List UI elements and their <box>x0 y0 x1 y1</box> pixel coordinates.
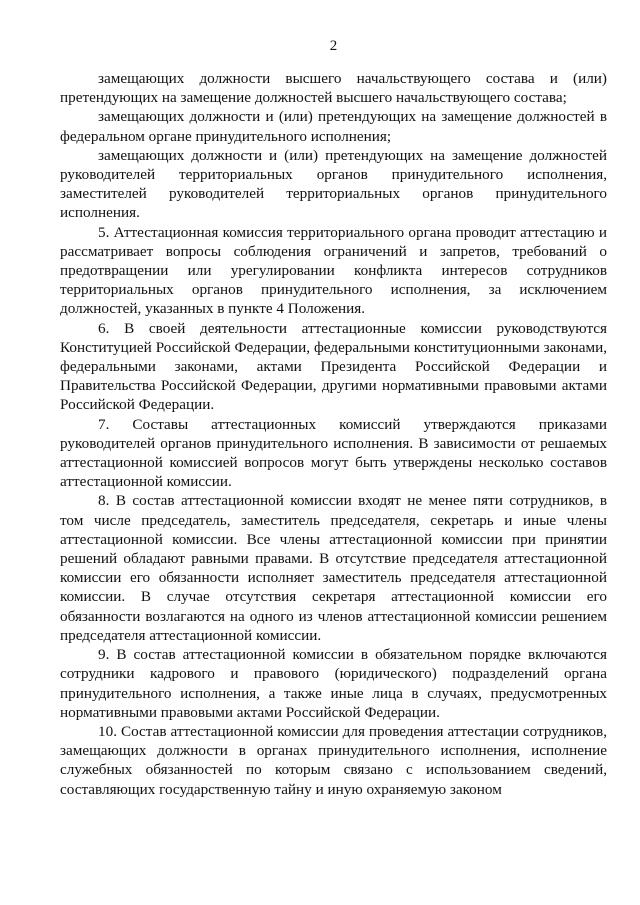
paragraph-senior-staff: замещающих должности высшего начальствующего состава и (или) претендующих на замещение должностей высшего начальствующего состава; <box>60 70 607 107</box>
paragraph-territorial-heads: замещающих должности и (или) претендующих на замещение должностей руководителей территориальных органов принудительного исполнения, заместителей руководителей территориальных органов принудительного исполнения. <box>60 146 607 222</box>
page-number: 2 <box>329 38 338 54</box>
paragraph-8: 8. В состав аттестационной комиссии входят не менее пяти сотрудников, в том числе председатель, заместитель председателя, секретарь и иные члены аттестационной комиссии. Все члены аттестационной комиссии при принятии решений обладают равными правами. В отсутствие председателя аттестационной комиссии его обязанности исполняет заместитель председателя аттестационной комиссии. В случае отсутствия секретаря аттестационной комиссии его обязанности возлагаются на одного из членов аттестационной комиссии решением председателя аттестационной комиссии. <box>60 492 607 644</box>
paragraph-7: 7. Составы аттестационных комиссий утверждаются приказами руководителей органов принудительного исполнения. В зависимости от решаемых аттестационной комиссией вопросов могут быть утверждены несколько составов аттестационной комиссии. <box>60 415 607 491</box>
paragraph-9: 9. В состав аттестационной комиссии в обязательном порядке включаются сотрудники кадрового и правового (юридического) подразделений органа принудительного исполнения, а также иные лица в случаях, предусмотренных нормативными правовыми актами Российской Федерации. <box>60 646 607 721</box>
paragraph-6: 6. В своей деятельности аттестационные комиссии руководствуются Конституцией Российской Федерации, федеральными конституционными законами, федеральными законами, актами Президента Российской Федерации и Правительства Российской Федерации, другими нормативными правовыми актами Российской Федерации. <box>60 319 607 414</box>
paragraph-5: 5. Аттестационная комиссия территориального органа проводит аттестацию и рассматривает вопросы соблюдения ограничений и запретов, требований о предотвращении или урегулировании конфликта интересов сотрудников территориальных органов принудительного исполнения, за исключением должностей, указанных в пункте 4 Положения. <box>60 223 607 318</box>
paragraph-federal-body: замещающих должности и (или) претендующих на замещение должностей в федеральном органе принудительного исполнения; <box>60 108 607 145</box>
paragraph-10: 10. Состав аттестационной комиссии для проведения аттестации сотрудников, замещающих должности в органах принудительного исполнения, исполнение служебных обязанностей по которым связано с использованием сведений, составляющих государственную тайну и иную охраняемую законом <box>60 722 607 798</box>
